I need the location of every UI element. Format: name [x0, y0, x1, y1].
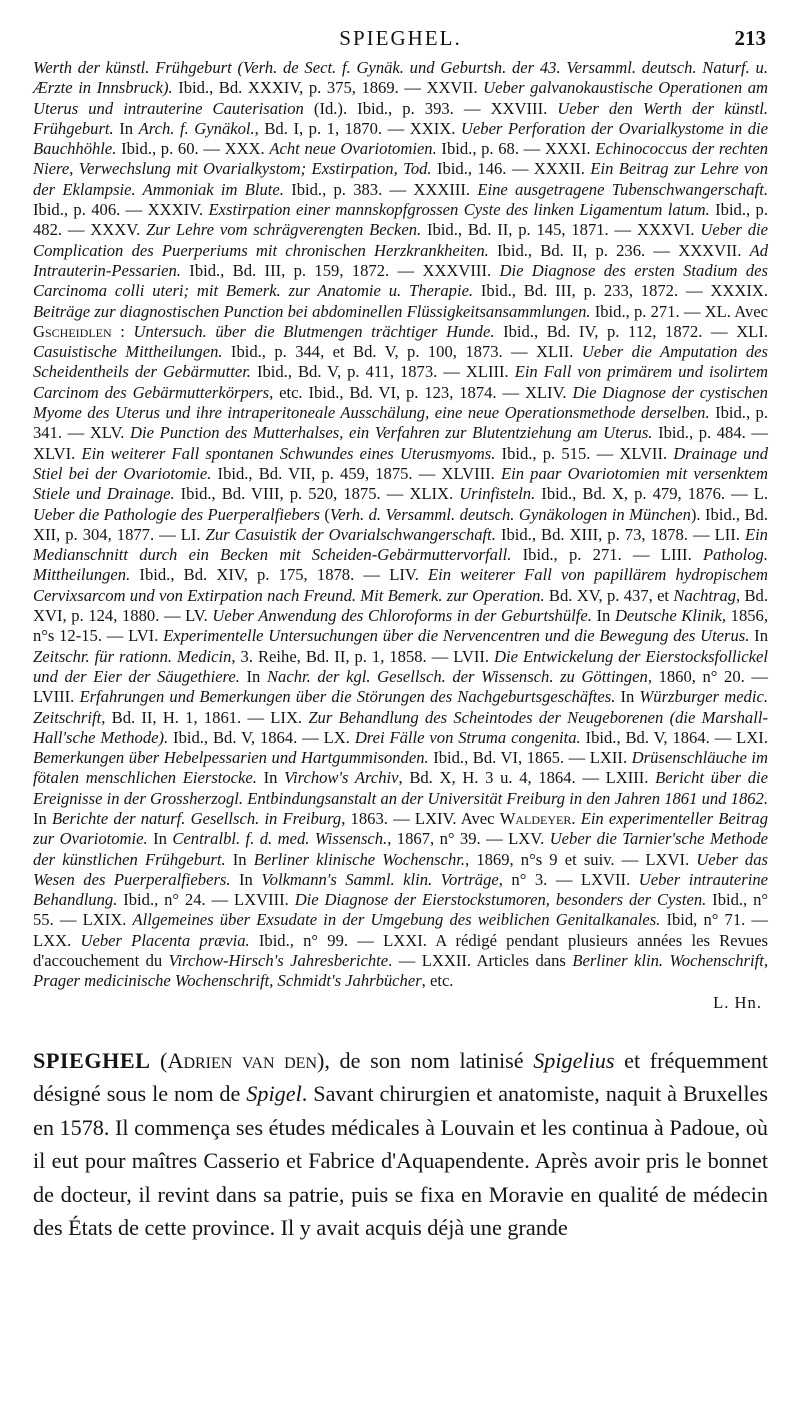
- citation-title: Erfahrungen und Bemerkungen über die Störungen des Nachgeburtsgeschäftes.: [79, 687, 616, 707]
- citation-text: Ibid., Bd. VII, p. 459, 1875. — XLVIII.: [211, 463, 501, 483]
- citation-title: Berliner klin. Wochenschrift, Prager medicinische Wochenschrift, Schmidt's Jahrbücher: [33, 951, 768, 991]
- entry-name-paren-open: (: [160, 1047, 168, 1073]
- citation-text: In: [256, 768, 285, 788]
- citation-text: (Id.). Ibid., p. 393. — XXVIII.: [303, 98, 558, 118]
- citation-title: Centralbl. f. d. med. Wissensch.: [172, 829, 388, 849]
- citation-title: Würzburger medic. Zeitschrift: [33, 687, 768, 727]
- bibliography-paragraph: [33, 58, 768, 992]
- page-number: 213: [734, 26, 766, 50]
- citation-text: Ibid., p. 344, et Bd. V, p. 100, 1873. — XLII.: [222, 342, 582, 362]
- citation-title: Die Diagnose der Eierstockstumoren, besonders der Cysten.: [294, 890, 707, 910]
- citation-text: Ibid., p. 341. — XLV.: [33, 403, 768, 443]
- citation-title: Ein Medianschnitt durch ein Becken mit Scheiden-Gebärmuttervorfall.: [33, 524, 768, 565]
- citation-title: Ueber die Amputation des Scheidentheils der Gebärmutter.: [33, 342, 768, 382]
- citation-text: Ibid, n° 71. — LXX.: [33, 910, 768, 950]
- citation-title: Volkmann's Samml. klin. Vorträge: [261, 869, 499, 889]
- citation-text: Ibid., Bd. XIII, p. 73, 1878. — LII.: [495, 524, 745, 544]
- running-title: SPIEGHEL.: [339, 26, 462, 50]
- signature-author: L. Hn.: [713, 992, 762, 1012]
- citation-title: Ueber die Tarnier'sche Methode der künstlichen Frühgeburt.: [33, 829, 768, 869]
- citation-title: Urinfisteln.: [459, 484, 536, 504]
- citation-title: Ein paar Ovariotomien mit versenktem Stiele und Drainage.: [33, 463, 769, 504]
- citation-text: Ibid., p. 60. — XXX.: [116, 139, 270, 159]
- coauthor-name: Gscheidlen: [33, 321, 112, 341]
- citation-text: . — LXXII. Articles dans: [388, 951, 573, 971]
- citation-text: Ibid., Bd. V, 1864. — LX.: [168, 727, 355, 747]
- citation-title: Virchow's Archiv: [284, 768, 399, 788]
- citation-title: Ein experimenteller Beitrag zur Ovariotomie.: [33, 808, 768, 849]
- citation-title: Ein Fall von primärem und isolirtem Carcinom des Gebärmutterkörpers: [33, 362, 768, 402]
- citation-text: In: [225, 849, 254, 869]
- citation-text: Ibid., Bd. IV, p. 112, 1872. — XLI.: [494, 321, 768, 341]
- citation-title: Ueber intrauterine Behandlung.: [33, 869, 768, 910]
- citation-text: Ibid., Bd. XIV, p. 175, 1878. — LIV.: [130, 565, 429, 585]
- citation-text: , 1863. — LXIV. Avec: [341, 808, 500, 828]
- citation-text: In: [230, 869, 262, 889]
- citation-text: , etc.: [421, 971, 454, 991]
- citation-text: , 1869, n°s 9 et suiv. — LXVI.: [465, 849, 697, 869]
- citation-text: , 1856, n°s 12-15. — LVI.: [33, 606, 768, 646]
- citation-title: Die Diagnose der cystischen Myome des Uterus und ihre intraperitoneale Ausschälung, eine neue Operationsmethode derselben.: [33, 382, 768, 423]
- citation-text: Ibid., Bd. VI, 1865. — LXII.: [428, 748, 632, 768]
- citation-text: In: [147, 829, 173, 849]
- citation-text: Ibid., Bd. V, p. 411, 1873. — XLIII.: [250, 362, 515, 382]
- citation-title: Arch. f. Gynäkol.: [138, 118, 255, 138]
- citation-title: Zur Behandlung des Scheintodes der Neugeborenen (die Marshall-Hall'sche Methode).: [33, 707, 768, 747]
- citation-title: Acht neue Ovariotomien.: [269, 139, 437, 159]
- citation-text: , n° 3. — LXVII.: [498, 869, 639, 889]
- citation-title: Berichte der naturf. Gesellsch. in Freiburg: [52, 808, 342, 828]
- citation-title: Allgemeines über Exsudate in der Umgebung des weiblichen Genitalkanales.: [132, 910, 661, 930]
- citation-title: Ueber Perforation der Ovarialkystome in die Bauchhöhle.: [33, 118, 768, 159]
- citation-text: Ibid., p. 482. — XXXV.: [33, 200, 768, 240]
- citation-title: Ein Beitrag zur Lehre von der Eklampsie. Ammoniak im Blute.: [33, 159, 768, 199]
- citation-title: Spigel: [246, 1081, 302, 1107]
- citation-text: , Bd. XVI, p. 124, 1880. — LV.: [33, 585, 769, 626]
- citation-title: Untersuch. über die Blutmengen trächtiger Hunde.: [133, 321, 495, 341]
- citation-text: In: [749, 626, 768, 646]
- citation-title: Zur Casuistik der Ovarialschwangerschaft.: [205, 524, 496, 544]
- citation-text: In: [33, 808, 53, 828]
- entry-name-paren-close: ): [317, 1047, 325, 1073]
- citation-text: In: [239, 666, 267, 686]
- citation-text: Ibid., p. 515. — XLVII.: [495, 443, 674, 463]
- citation-title: Patholog. Mittheilungen.: [33, 545, 769, 585]
- citation-title: Nachtrag: [673, 585, 737, 605]
- citation-title: Zeitschr. für rationn. Medicin: [33, 646, 232, 666]
- citation-title: Casuistische Mittheilungen.: [33, 342, 223, 362]
- citation-text: , 3. Reihe, Bd. II, p. 1, 1858. — LVII.: [231, 646, 495, 666]
- citation-text: :: [111, 321, 134, 341]
- citation-title: Drüsenschläuche im fötalen menschlichen Eierstocke.: [33, 748, 769, 788]
- citation-text: Ibid., p. 68. — XXXI.: [436, 139, 596, 159]
- citation-text: , 1860, n° 20. — LVIII.: [33, 666, 768, 707]
- citation-title: Eine ausgetragene Tubenschwangerschaft.: [477, 179, 768, 199]
- citation-title: Drei Fälle von Struma congenita.: [354, 727, 581, 747]
- citation-text: , Bd. X, H. 3 u. 4, 1864. — LXIII.: [398, 768, 656, 788]
- citation-text: , 1867, n° 39. — LXV.: [387, 829, 550, 849]
- signature-line: [33, 993, 768, 1013]
- citation-title: Bericht über die Ereignisse in der Grossherzogl. Entbindungsanstalt an der Universität Freiburg in den Jahren 1861 und 1862.: [33, 768, 769, 808]
- citation-text: In: [591, 606, 615, 626]
- citation-text: Ibid., Bd. III, p. 159, 1872. — XXXVIII.: [180, 260, 500, 280]
- citation-title: Nachr. der kgl. Gesellsch. der Wissensch. zu Göttingen: [266, 666, 648, 686]
- citation-title: Zur Lehre vom schrägverengten Becken.: [146, 220, 422, 240]
- entry-headword: SPIEGHEL: [33, 1047, 151, 1073]
- citation-text: Ibid., Bd. X, p. 479, 1876. — L.: [535, 484, 768, 504]
- citation-text: Ibid., p. 271. — XL. Avec: [590, 301, 768, 321]
- citation-title: Deutsche Klinik: [614, 606, 722, 626]
- citation-title: Ueber galvanokaustische Operationen am Uterus und intrauterine Cauterisation: [33, 78, 768, 118]
- citation-title: Ueber die Pathologie des Puerperalfiebers: [33, 504, 320, 524]
- citation-title: Exstirpation einer mannskopfgrossen Cyste des linken Ligamentum latum.: [208, 200, 710, 220]
- citation-title: Spigelius: [533, 1047, 615, 1073]
- citation-text: Ibid., p. 383. — XXXIII.: [283, 179, 478, 199]
- citation-text: Ibid., Bd. V, 1864. — LXI.: [580, 727, 768, 747]
- citation-text: Ibid., Bd. VIII, p. 520, 1875. — XLIX.: [174, 484, 460, 504]
- citation-title: Verh. d. Versamml. deutsch. Gynäkologen in München: [329, 504, 691, 524]
- citation-text: Ibid., p. 484. — XLVI.: [33, 423, 769, 463]
- citation-title: Ad Intrauterin-Pessarien.: [33, 240, 769, 280]
- citation-title: Ueber den Werth der künstl. Frühgeburt.: [33, 98, 768, 138]
- citation-text: Ibid., p. 271. — LIII.: [511, 545, 704, 565]
- citation-text: , etc. Ibid., Bd. VI, p. 123, 1874. — XLIV.: [269, 382, 573, 402]
- entry-name-part: Adrien van den: [167, 1047, 318, 1073]
- citation-text: Ibid., n° 99. — LXXI. A rédigé pendant plusieurs années les Revues d'accouchement du: [33, 930, 768, 971]
- citation-title: Ueber das Wesen des Puerperalfiebers.: [33, 849, 768, 889]
- citation-text: Ibid., 146. — XXXII.: [431, 159, 591, 179]
- citation-text: In: [113, 118, 139, 138]
- citation-title: Ein weiterer Fall von papillärem hydropischem Cervixsarcom und von Extirpation nach Freund. Mit Bemerk. zur Operation.: [33, 565, 768, 605]
- citation-text: Ibid., Bd. II, p. 145, 1871. — XXXVI.: [421, 220, 701, 240]
- citation-title: Die Punction des Mutterhalses, ein Verfahren zur Blutentziehung am Uterus.: [130, 423, 653, 443]
- citation-title: Ein weiterer Fall spontanen Schwundes eines Uterusmyoms.: [81, 443, 496, 463]
- citation-title: Beiträge zur diagnostischen Punction bei abdominellen Flüssigkeitsansammlungen.: [33, 301, 591, 321]
- citation-text: Ibid., Bd. III, p. 233, 1872. — XXXIX.: [473, 281, 768, 301]
- citation-text: , Bd. I, p. 1, 1870. — XXIX.: [254, 118, 461, 138]
- running-head: [33, 22, 768, 58]
- entry-body: [33, 1048, 768, 1240]
- citation-title: Berliner klinische Wochenschr.: [253, 849, 466, 869]
- citation-title: Ueber Placenta prævia.: [80, 930, 250, 950]
- entry-paragraph: [33, 1044, 768, 1244]
- citation-text: Ibid., Bd. XXXIV, p. 375, 1869. — XXVII.: [172, 78, 484, 98]
- citation-text: , de son nom latinisé: [324, 1047, 534, 1073]
- citation-text: Bd. XV, p. 437, et: [544, 585, 674, 605]
- citation-title: Ueber die Complication des Puerperiums mit chronischen Herzkrankheiten.: [33, 220, 768, 260]
- citation-title: Die Entwickelung der Eierstocksfollickel und der Eier der Säugethiere.: [33, 646, 768, 686]
- citation-text: , Bd. II, H. 1, 1861. — LIX.: [101, 707, 309, 727]
- citation-text: ). Ibid., Bd. XII, p. 304, 1877. — LI.: [33, 504, 769, 544]
- citation-text: .: [571, 808, 581, 828]
- citation-text: et fréquemment désigné sous le nom de: [33, 1047, 769, 1107]
- citation-title: Virchow-Hirsch's Jahresberichte: [168, 951, 389, 971]
- citation-title: Bemerkungen über Hebelpessarien und Hartgummisonden.: [33, 748, 429, 768]
- citation-title: Werth der künstl. Frühgeburt (Verh. de Sect. f. Gynäk. und Geburtsh. der 43. Versamml. deutsch. Naturf. u. Ærzte in Innsbruck).: [33, 58, 768, 98]
- citation-text: In: [615, 687, 640, 707]
- citation-text: Ibid., n° 24. — LXVIII.: [117, 890, 295, 910]
- citation-text: Ibid., n° 55. — LXIX.: [33, 890, 768, 930]
- coauthor-name: Waldeyer: [499, 808, 572, 828]
- citation-text: Ibid., p. 406. — XXXIV.: [33, 200, 209, 220]
- citation-text: . Savant chirurgien et anatomiste, naquit à Bruxelles en 1578. Il commença ses études médicales à Louvain et les continua à Padoue, où il eut pour maîtres Casserio et Fabrice d'Aquapendente. Après avoir pris le bonnet de docteur, il revint dans sa patrie, puis se fixa en Moravie en qualité de médecin des États de cette province. Il y avait acquis déjà une grande: [33, 1081, 768, 1240]
- citation-text: (: [319, 504, 330, 524]
- citation-title: Die Diagnose des ersten Stadium des Carcinoma colli uteri; mit Bemerk. zur Anatomie u. Therapie.: [33, 260, 768, 301]
- citation-title: Experimentelle Untersuchungen über die Nervencentren und die Bewegung des Uterus.: [163, 626, 750, 646]
- citation-title: Echinococcus der rechten Niere, Verwechslung mit Ovarialkystom; Exstirpation, Tod.: [33, 139, 768, 179]
- citation-text: Ibid., Bd. II, p. 236. — XXXVII.: [488, 240, 750, 260]
- citation-title: Ueber Anwendung des Chloroforms in der Geburtshülfe.: [212, 606, 592, 626]
- citation-title: Drainage und Stiel bei der Ovariotomie.: [33, 443, 769, 483]
